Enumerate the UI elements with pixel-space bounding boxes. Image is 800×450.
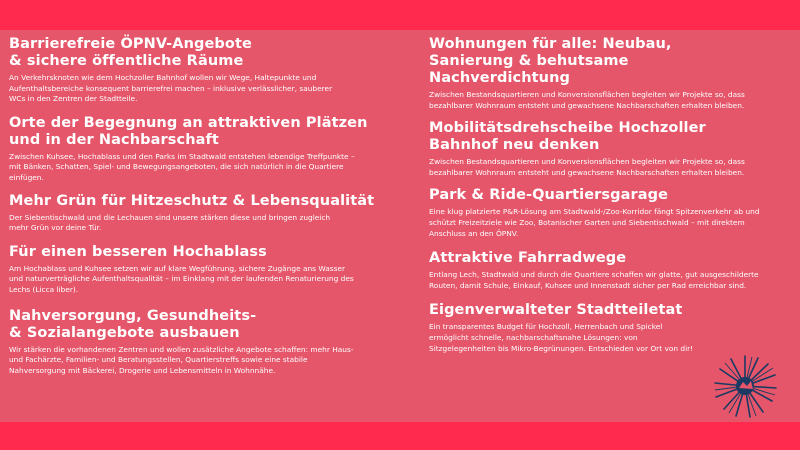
left-column bbox=[9, 36, 404, 376]
topic-title: Nahversorgung, Gesundheits- & Sozialangebote ausbauen bbox=[9, 307, 257, 341]
topic-text: Zwischen Kuhsee, Hochablass und den Parks im Stadtwald entstehen lebendige Treffpunkte – mit Bänken, Schatten, Spiel- und Bewegungsangeboten, die sich natürlich in die Quartiere einfügen. bbox=[9, 151, 355, 182]
topic-title: Barrierefreie ÖPNV-Angebote & sichere öffentliche Räume bbox=[9, 36, 252, 69]
topic-text: Eine klug platzierte P&R-Lösung am Stadtwald-/Zoo-Korridor fängt Spitzenverkehr ab und schützt Freizeitziele wie Zoo, Botanischer Garten und Siebentischwald – mit direktem Anschluss an den ÖPNV. bbox=[429, 207, 760, 238]
topic-nahversorgung bbox=[9, 308, 404, 377]
topic-fahrradwege bbox=[429, 250, 784, 291]
starburst-logo-icon bbox=[712, 353, 778, 419]
content-panel bbox=[0, 30, 800, 422]
topic-title: Für einen besseren Hochablass bbox=[9, 243, 267, 260]
topic-title: Mehr Grün für Hitzeschutz & Lebensqualität bbox=[9, 192, 375, 209]
topic-text: Am Hochablass und Kuhsee setzen wir auf klare Wegführung, sichere Zugänge ans Wasser und naturverträgliche Aufenthaltsqualität – im Einklang mit der laufenden Renaturierung des Lechs (Licca liber). bbox=[9, 263, 354, 294]
topic-wohnungen bbox=[429, 36, 784, 111]
topic-text: Wir stärken die vorhandenen Zentren und wollen zusätzliche Angebote schaffen: mehr Haus- und Fachärzte, Familien- und Beratungsstellen, Quartierstreffs sowie eine stabile Nahversorgung mit Bäckerei, Drogerie und Lebensmitteln in Wohnnähe. bbox=[9, 344, 354, 375]
topic-title: Mobilitätsdrehscheibe Hochzoller Bahnhof neu denken bbox=[429, 120, 706, 154]
topic-park-and-ride bbox=[429, 187, 784, 239]
topic-title: Wohnungen für alle: Neubau, Sanierung & behutsame Nachverdichtung bbox=[429, 36, 672, 86]
topic-stadtteiletat bbox=[429, 302, 784, 354]
topic-text: Der Siebentischwald und die Lechauen sind unsere stärken diese und bringen zugleich mehr Grün vor deine Tür. bbox=[9, 212, 331, 233]
topic-hochablass bbox=[9, 244, 404, 296]
topic-text: Entlang Lech, Stadtwald und durch die Quartiere schaffen wir glatte, gut ausgeschilderte Routen, damit Schule, Einkauf, Kuhsee und Innenstadt sicher per Rad erreichbar sind. bbox=[429, 270, 759, 290]
right-column bbox=[429, 36, 784, 354]
topic-barrierefreie-oepnv bbox=[9, 36, 404, 105]
topic-orte-der-begegnung bbox=[9, 115, 404, 184]
topic-text: An Verkehrsknoten wie dem Hochzoller Bahnhof wollen wir Wege, Haltepunkte und Aufenthaltsbereiche konsequent barrierefrei machen – inklusive verlässlicher, sauberer WCs in den Zentren der Stadtteile. bbox=[9, 73, 333, 104]
topic-title: Eigenverwalteter Stadtteiletat bbox=[429, 302, 683, 319]
topic-mehr-gruen bbox=[9, 193, 404, 234]
topic-title: Orte der Begegnung an attraktiven Plätzen und in der Nachbarschaft bbox=[9, 114, 368, 148]
topic-title: Attraktive Fahrradwege bbox=[429, 250, 627, 267]
topic-title: Park & Ride-Quartiersgarage bbox=[429, 187, 669, 204]
topic-mobilitaetsdrehscheibe bbox=[429, 120, 784, 178]
topic-text: Zwischen Bestandsquartieren und Konversionsflächen begleiten wir Projekte so, dass bezahlbarer Wohnraum entsteht und gewachsene Nachbarschaften erhalten bleiben. bbox=[429, 90, 745, 110]
topic-text: Ein transparentes Budget für Hochzoll, Herrenbach und Spickel ermöglicht schnelle, nachbarschaftsnahe Lösungen: von Sitzgelegenheiten bis Mikro-Begrünungen. Entschieden vor Ort von dir! bbox=[429, 322, 694, 353]
topic-text: Zwischen Bestandsquartieren und Konversionsflächen begleiten wir Projekte so, dass bezahlbarer Wohnraum entsteht und gewachsene Nachbarschaften erhalten bleiben. bbox=[429, 157, 745, 177]
